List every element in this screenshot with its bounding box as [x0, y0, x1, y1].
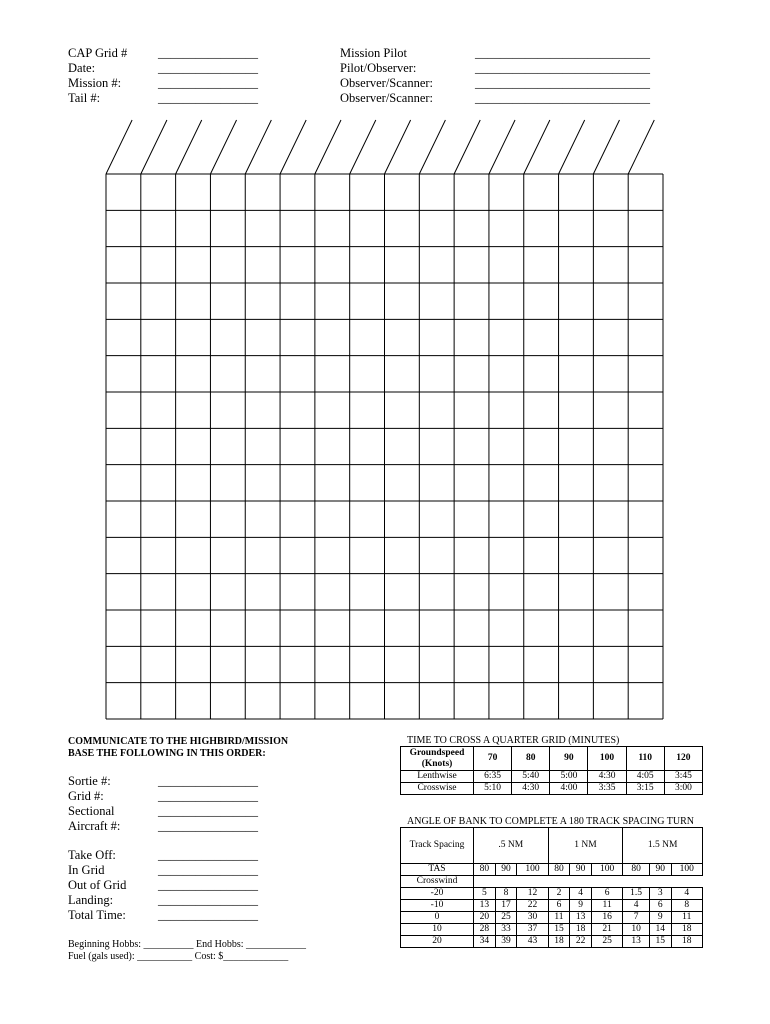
bank-cell: 25 — [495, 912, 517, 924]
crosswind-label: Crosswind — [401, 876, 474, 888]
time-table — [400, 746, 703, 795]
sectional-field[interactable]: ________________ — [158, 804, 258, 818]
bank-cell: 18 — [570, 924, 592, 936]
time-table-caption: TIME TO CROSS A QUARTER GRID (MINUTES) — [407, 735, 620, 746]
pilot-observer-field[interactable]: ____________________________ — [475, 61, 650, 75]
tas-cell: 80 — [548, 864, 570, 876]
row-label: -10 — [401, 900, 474, 912]
time-cell: 6:35 — [474, 771, 512, 783]
sortie-label: Sortie #: — [68, 774, 111, 788]
column-header-slant — [419, 120, 445, 174]
sortie-field[interactable]: ________________ — [158, 774, 258, 788]
aircraft-field[interactable]: ________________ — [158, 819, 258, 833]
bank-cell: 18 — [671, 936, 703, 948]
column-header-slant — [628, 120, 654, 174]
landing-label: Landing: — [68, 893, 114, 907]
column-header-slant — [524, 120, 550, 174]
tas-cell: 100 — [671, 864, 703, 876]
aircraft-label: Aircraft #: — [68, 819, 121, 833]
bank-cell: 11 — [671, 912, 703, 924]
bank-cell: 8 — [495, 888, 517, 900]
column-header-slant — [210, 120, 236, 174]
sectional-label: Sectional — [68, 804, 115, 818]
landing-field[interactable]: ________________ — [158, 893, 258, 907]
speed-header: 100 — [588, 747, 626, 771]
out-of-grid-label: Out of Grid — [68, 878, 127, 892]
bank-cell: 43 — [517, 936, 548, 948]
column-header-slant — [385, 120, 411, 174]
group-header: 1 NM — [548, 828, 623, 864]
knots-label: (Knots) — [421, 758, 453, 769]
bank-cell: 33 — [495, 924, 517, 936]
hobbs-line[interactable]: Beginning Hobbs: __________ End Hobbs: ____________ — [68, 939, 307, 950]
bank-cell: 8 — [671, 900, 703, 912]
column-header-slant — [593, 120, 619, 174]
fuel-line[interactable]: Fuel (gals used): ___________ Cost: $_____________ — [68, 951, 289, 962]
speed-header: 90 — [550, 747, 588, 771]
bank-cell: 13 — [474, 900, 496, 912]
column-header-slant — [280, 120, 306, 174]
bank-table-caption: ANGLE OF BANK TO COMPLETE A 180 TRACK SPACING TURN — [407, 816, 694, 827]
tail-field[interactable]: ________________ — [158, 91, 258, 105]
time-cell: 3:00 — [664, 783, 702, 795]
bank-cell: 37 — [517, 924, 548, 936]
bank-cell: 11 — [548, 912, 570, 924]
communicate-title-2: BASE THE FOLLOWING IN THIS ORDER: — [68, 748, 266, 759]
column-header-slant — [559, 120, 585, 174]
bank-cell: 3 — [649, 888, 671, 900]
bank-cell: 34 — [474, 936, 496, 948]
bank-cell: 14 — [649, 924, 671, 936]
row-label: Crosswise — [401, 783, 474, 795]
bank-cell: 17 — [495, 900, 517, 912]
mission-pilot-field[interactable]: ____________________________ — [475, 46, 650, 60]
bank-cell: 6 — [649, 900, 671, 912]
in-grid-label: In Grid — [68, 863, 105, 877]
table-row — [401, 936, 703, 948]
time-cell: 3:45 — [664, 771, 702, 783]
bank-cell: 18 — [548, 936, 570, 948]
bank-cell: 2 — [548, 888, 570, 900]
tas-cell: 80 — [474, 864, 496, 876]
out-of-grid-field[interactable]: ________________ — [158, 878, 258, 892]
bank-cell: 22 — [517, 900, 548, 912]
bank-cell: 4 — [623, 900, 650, 912]
communicate-title-1: COMMUNICATE TO THE HIGHBIRD/MISSION — [68, 736, 289, 747]
bank-cell: 6 — [548, 900, 570, 912]
time-cell: 5:10 — [474, 783, 512, 795]
time-cell: 3:35 — [588, 783, 626, 795]
table-row — [401, 888, 703, 900]
time-cell: 4:30 — [512, 783, 550, 795]
time-cell: 5:40 — [512, 771, 550, 783]
column-header-slant — [489, 120, 515, 174]
time-cell: 4:00 — [550, 783, 588, 795]
bank-cell: 9 — [649, 912, 671, 924]
speed-header: 110 — [626, 747, 664, 771]
tas-row — [401, 864, 703, 876]
tas-cell: 90 — [495, 864, 517, 876]
bank-cell: 6 — [591, 888, 622, 900]
table-row — [401, 783, 703, 795]
date-field[interactable]: ________________ — [158, 61, 258, 75]
groundspeed-label: Groundspeed — [409, 747, 465, 758]
column-header-slant — [245, 120, 271, 174]
mission-label: Mission #: — [68, 76, 122, 90]
total-time-field[interactable]: ________________ — [158, 908, 258, 922]
bank-table — [400, 827, 703, 948]
takeoff-label: Take Off: — [68, 848, 116, 862]
takeoff-field[interactable]: ________________ — [158, 848, 258, 862]
column-header-slant — [454, 120, 480, 174]
total-time-label: Total Time: — [68, 908, 126, 922]
speed-header: 80 — [512, 747, 550, 771]
column-header-slant — [106, 120, 132, 174]
bank-cell: 11 — [591, 900, 622, 912]
crosswind-spacer — [474, 876, 703, 888]
column-header-slant — [141, 120, 167, 174]
bank-cell: 39 — [495, 936, 517, 948]
observer-scanner-field-2[interactable]: ____________________________ — [475, 91, 650, 105]
tas-cell: 100 — [517, 864, 548, 876]
cap-grid-label: CAP Grid # — [68, 46, 128, 60]
group-header: .5 NM — [474, 828, 549, 864]
time-cell: 3:15 — [626, 783, 664, 795]
bank-cell: 4 — [671, 888, 703, 900]
bank-cell: 9 — [570, 900, 592, 912]
crosswind-row — [401, 876, 703, 888]
bank-cell: 4 — [570, 888, 592, 900]
pilot-observer-label: Pilot/Observer: — [340, 61, 417, 75]
groundspeed-header — [401, 747, 474, 771]
bank-cell: 28 — [474, 924, 496, 936]
bank-cell: 30 — [517, 912, 548, 924]
bank-cell: 15 — [548, 924, 570, 936]
tas-cell: 80 — [623, 864, 650, 876]
bank-cell: 15 — [649, 936, 671, 948]
observer-scanner-field-1[interactable]: ____________________________ — [475, 76, 650, 90]
bank-cell: 12 — [517, 888, 548, 900]
tas-cell: 90 — [570, 864, 592, 876]
bank-cell: 13 — [570, 912, 592, 924]
table-row — [401, 912, 703, 924]
bank-cell: 16 — [591, 912, 622, 924]
time-cell: 4:05 — [626, 771, 664, 783]
tas-label: TAS — [401, 864, 474, 876]
bank-cell: 22 — [570, 936, 592, 948]
grid-number-label: Grid #: — [68, 789, 104, 803]
bank-cell: 5 — [474, 888, 496, 900]
column-header-slant — [176, 120, 202, 174]
bank-cell: 21 — [591, 924, 622, 936]
row-label: 10 — [401, 924, 474, 936]
speed-header: 120 — [664, 747, 702, 771]
table-row — [401, 924, 703, 936]
observer-scanner-label-2: Observer/Scanner: — [340, 91, 434, 105]
tail-label: Tail #: — [68, 91, 101, 105]
bank-cell: 10 — [623, 924, 650, 936]
mission-field[interactable]: ________________ — [158, 76, 258, 90]
speed-header: 70 — [474, 747, 512, 771]
row-label: 0 — [401, 912, 474, 924]
group-header: 1.5 NM — [623, 828, 703, 864]
bank-cell: 18 — [671, 924, 703, 936]
table-row — [401, 771, 703, 783]
row-label: Lenthwise — [401, 771, 474, 783]
row-label: 20 — [401, 936, 474, 948]
grid-number-field[interactable]: ________________ — [158, 789, 258, 803]
bank-cell: 13 — [623, 936, 650, 948]
table-row — [401, 900, 703, 912]
cap-grid-field[interactable]: ________________ — [158, 46, 258, 60]
bank-cell: 25 — [591, 936, 622, 948]
column-header-slant — [350, 120, 376, 174]
tas-cell: 100 — [591, 864, 622, 876]
bank-cell: 1.5 — [623, 888, 650, 900]
time-cell: 5:00 — [550, 771, 588, 783]
in-grid-field[interactable]: ________________ — [158, 863, 258, 877]
row-label: -20 — [401, 888, 474, 900]
bank-cell: 7 — [623, 912, 650, 924]
observer-scanner-label-1: Observer/Scanner: — [340, 76, 434, 90]
time-cell: 4:30 — [588, 771, 626, 783]
date-label: Date: — [68, 61, 96, 75]
bank-cell: 20 — [474, 912, 496, 924]
column-header-slant — [315, 120, 341, 174]
mission-pilot-label: Mission Pilot — [340, 46, 408, 60]
tas-cell: 90 — [649, 864, 671, 876]
track-spacing-header: Track Spacing — [401, 828, 474, 864]
